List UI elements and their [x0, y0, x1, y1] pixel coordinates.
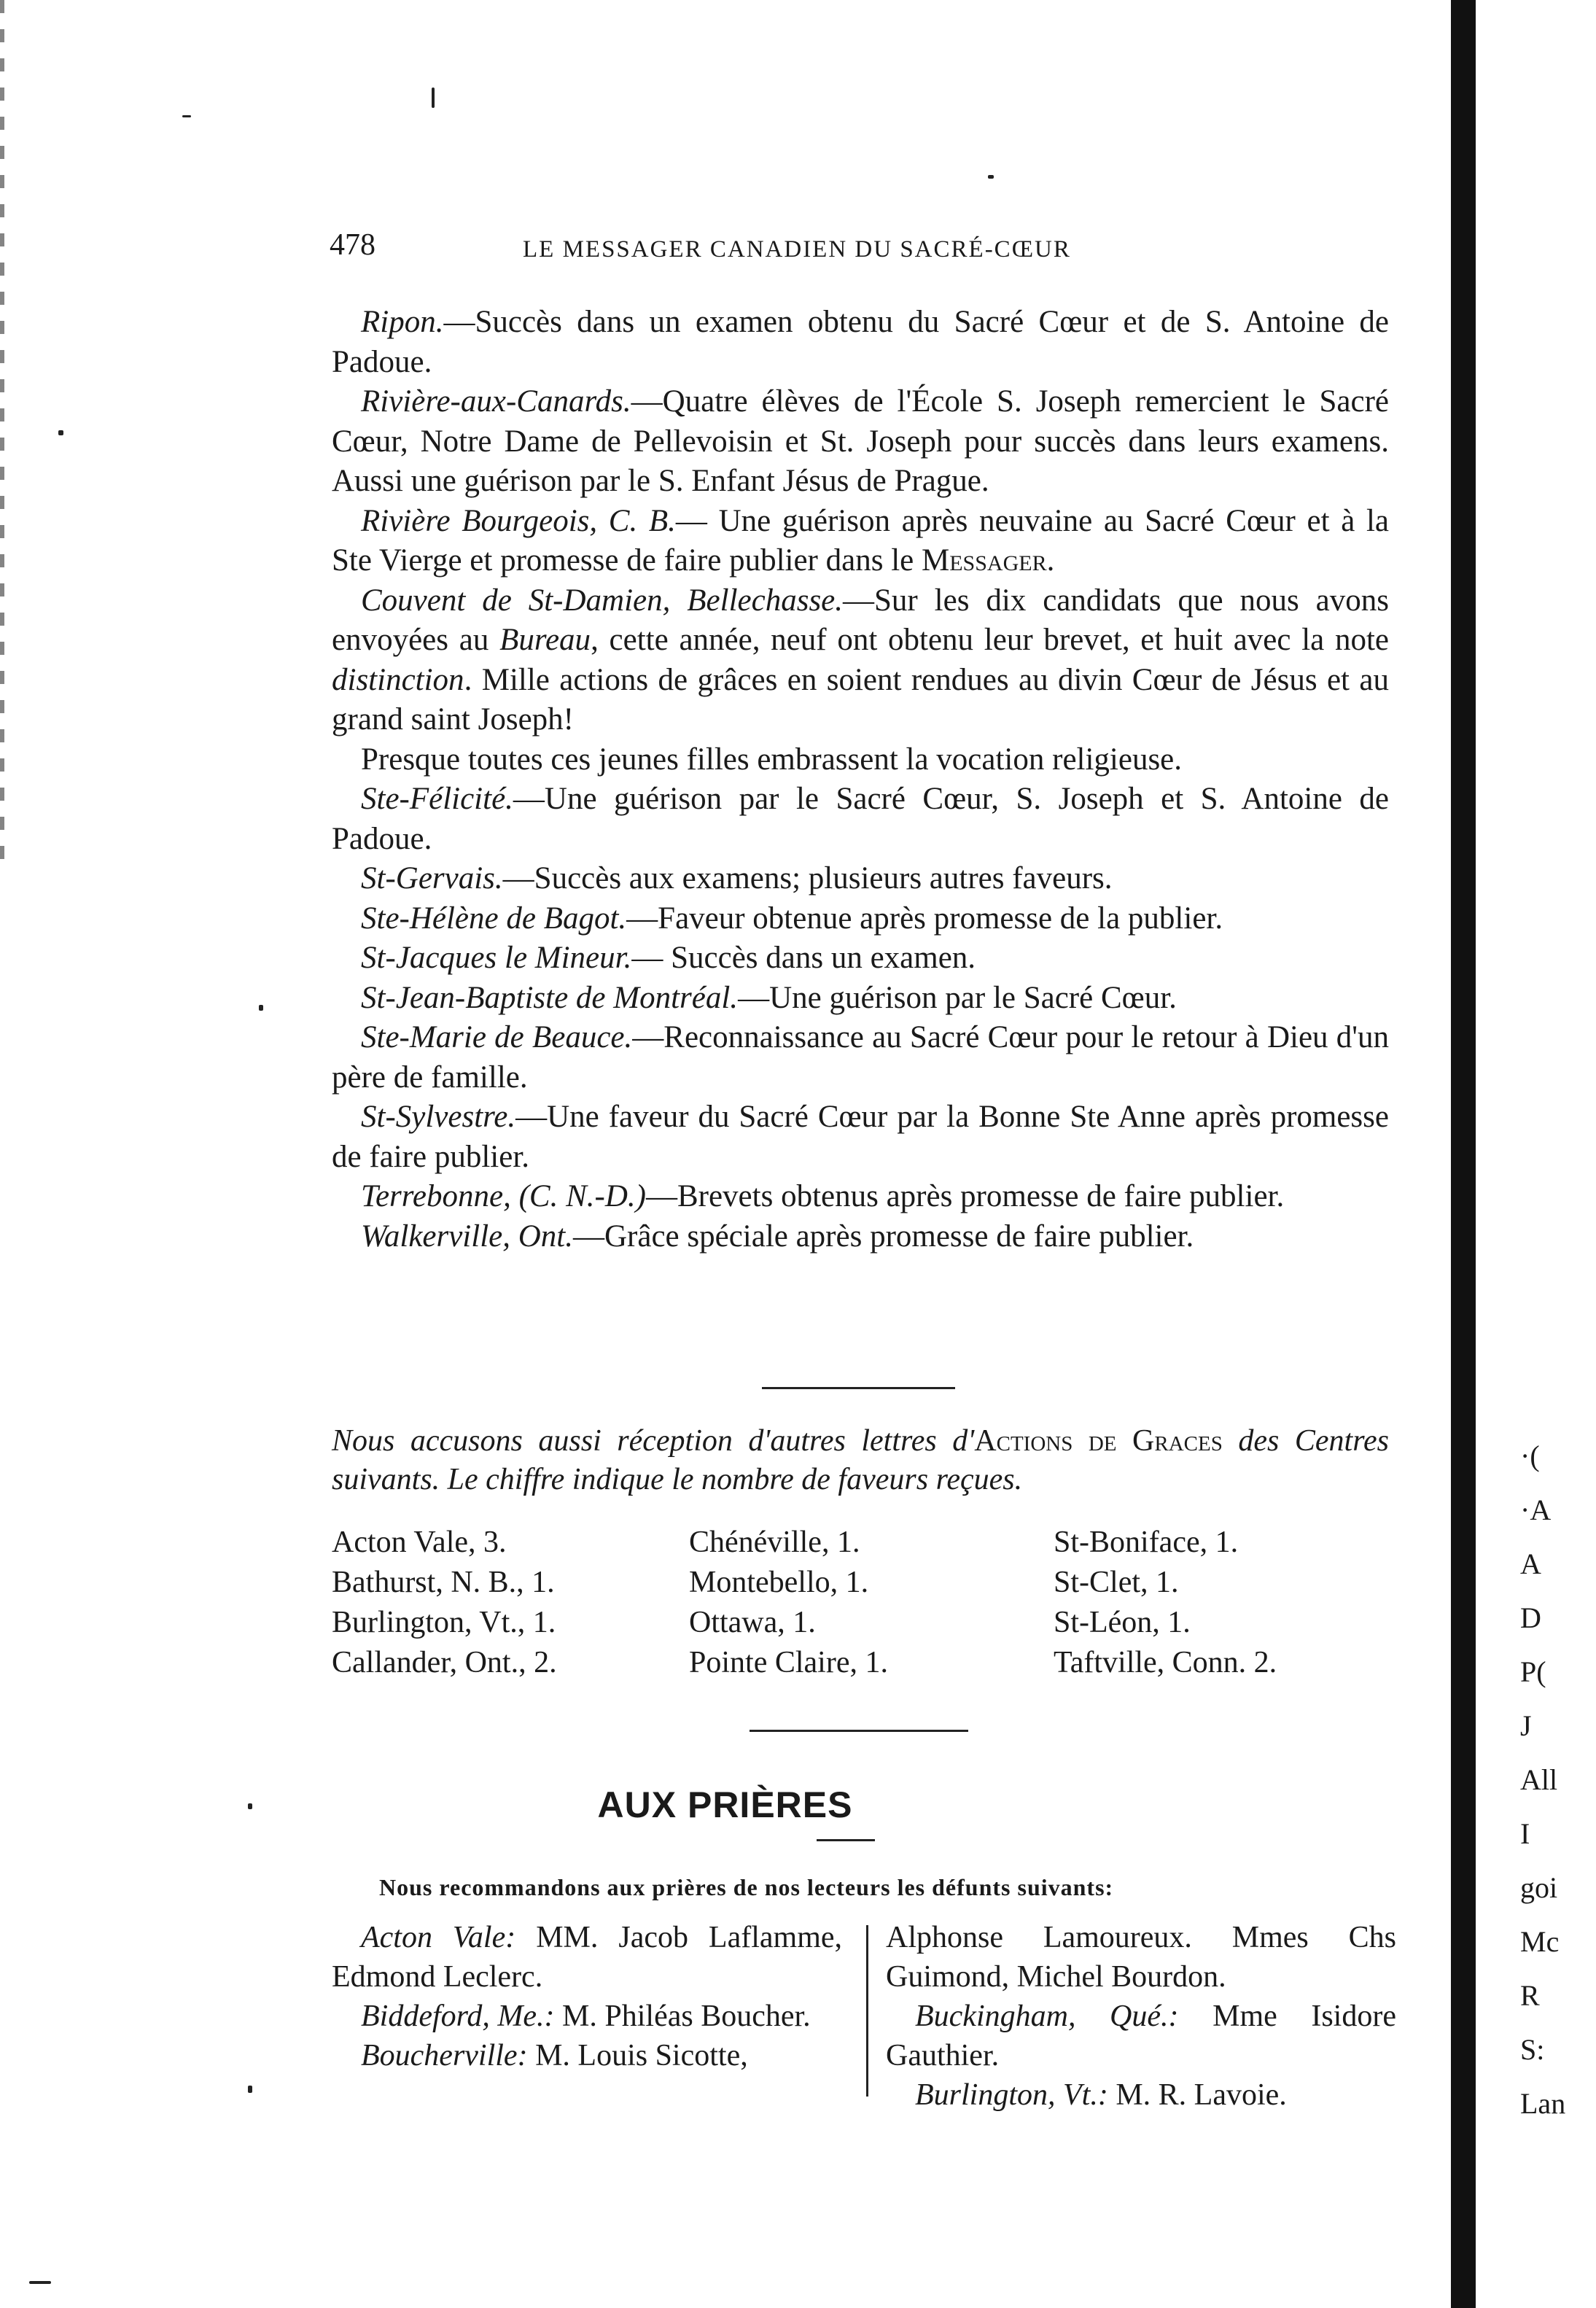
list-item: Acton Vale, 3.	[332, 1526, 507, 1559]
recommend-line: Nous recommandons aux prières de nos lecteurs les défunts suivants:	[379, 1874, 1114, 1900]
entry: Presque toutes ces jeunes filles embrassent la vocation religieuse.	[361, 742, 1183, 777]
scan-speck	[182, 115, 191, 117]
title-rule	[817, 1839, 875, 1841]
entry: Ste-Hélène de Bagot.—Faveur obtenue après promesse de la publier.	[361, 901, 1223, 936]
entry: St-Sylvestre.—Une faveur du Sacré Cœur par la Bonne Ste Anne après promesse de faire publier.	[332, 1100, 1389, 1174]
list-item: Ottawa, 1.	[689, 1606, 816, 1639]
scan-edge-right	[1451, 0, 1476, 2308]
list-item: Buckingham, Qué.: Mme Isidore Gauthier.	[886, 2000, 1396, 2072]
list-item: Bathurst, N. B., 1.	[332, 1566, 555, 1599]
list-item: Burlington, Vt., 1.	[332, 1606, 556, 1639]
entry: St-Gervais.—Succès aux examens; plusieurs autres faveurs.	[361, 861, 1113, 895]
list-item: Biddeford, Me.: M. Philéas Boucher.	[361, 2000, 811, 2033]
scan-speck	[248, 2086, 252, 2093]
section-rule	[750, 1730, 968, 1732]
entry: Rivière-aux-Canards.—Quatre élèves de l'École S. Joseph remercient le Sacré Cœur, Notre Dame de Pellevoisin et St. Joseph pour succès dans leurs examens. Aussi une guérison par le S. Enfant Jésus de Prague.	[332, 384, 1389, 498]
list-item: Callander, Ont., 2.	[332, 1646, 557, 1679]
list-item: Chénéville, 1.	[689, 1526, 860, 1559]
centres-column	[689, 1523, 888, 1683]
centres-column	[332, 1523, 557, 1683]
entry: Couvent de St-Damien, Bellechasse.—Sur les dix candidats que nous avons envoyées au Bureau, cette année, neuf ont obtenu leur brevet, et huit avec la note distinction. Mille actions de grâces en soient rendues au divin Cœur de Jésus et au grand saint Joseph!	[332, 583, 1390, 737]
list-item: St-Boniface, 1.	[1054, 1526, 1239, 1559]
page-number: 478	[330, 228, 375, 262]
entry: Walkerville, Ont.—Grâce spéciale après promesse de faire publier.	[361, 1219, 1194, 1254]
list-item: Pointe Claire, 1.	[689, 1646, 888, 1679]
scan-speck	[259, 1005, 263, 1011]
list-item: Acton Vale: MM. Jacob Laflamme, Edmond Leclerc.	[332, 1921, 843, 1994]
list-item: Burlington, Vt.: M. R. Lavoie.	[915, 2078, 1287, 2112]
list-item: Taftville, Conn. 2.	[1054, 1646, 1277, 1679]
entry: Rivière Bourgeois, C. B.— Une guérison après neuvaine au Sacré Cœur et à la Ste Vierge et promesse de faire publier dans le Messager.	[332, 503, 1389, 578]
column-divider	[866, 1925, 868, 2097]
list-item: St-Clet, 1.	[1054, 1566, 1179, 1599]
deceased-column-right	[886, 1918, 1396, 2115]
entry: St-Jean-Baptiste de Montréal.—Une guérison par le Sacré Cœur.	[361, 980, 1177, 1015]
entry: Ste-Félicité.—Une guérison par le Sacré Cœur, S. Joseph et S. Antoine de Padoue.	[332, 782, 1389, 856]
entry: St-Jacques le Mineur.— Succès dans un examen.	[361, 941, 976, 975]
list-item: Boucherville: M. Louis Sicotte,	[361, 2039, 748, 2072]
scan-speck	[29, 2281, 51, 2284]
facing-page-fragments: ·( ·A A D P( J All I goi Mc R S: Lan	[1520, 1439, 1566, 2120]
thanksgiving-entries	[332, 303, 1389, 1256]
scan-speck	[432, 88, 435, 108]
section-rule	[762, 1387, 955, 1389]
running-title: LE MESSAGER CANADIEN DU SACRÉ-CŒUR	[523, 236, 1071, 263]
page-header	[330, 228, 1394, 271]
scan-edge-left	[0, 0, 4, 875]
scan-speck	[58, 430, 63, 435]
deceased-column-left	[332, 1918, 842, 2075]
entry: Ripon.—Succès dans un examen obtenu du Sacré Cœur et de S. Antoine de Padoue.	[332, 305, 1389, 379]
section-title: AUX PRIÈRES	[597, 1784, 853, 1825]
list-item: St-Léon, 1.	[1054, 1606, 1191, 1639]
entry: Ste-Marie de Beauce.—Reconnaissance au Sacré Cœur pour le retour à Dieu d'un père de famille.	[332, 1020, 1390, 1095]
notice-paragraph: Nous accusons aussi réception d'autres lettres d'Actions de Graces des Centres suivants. Le chiffre indique le nombre de faveurs reçues.	[332, 1424, 1389, 1496]
centres-column	[1054, 1523, 1277, 1683]
list-item: Alphonse Lamoureux. Mmes Chs Guimond, Michel Bourdon.	[886, 1921, 1396, 1994]
entry: Terrebonne, (C. N.-D.)—Brevets obtenus après promesse de faire publier.	[361, 1179, 1285, 1213]
list-item: Montebello, 1.	[689, 1566, 869, 1599]
scan-speck	[988, 175, 994, 179]
